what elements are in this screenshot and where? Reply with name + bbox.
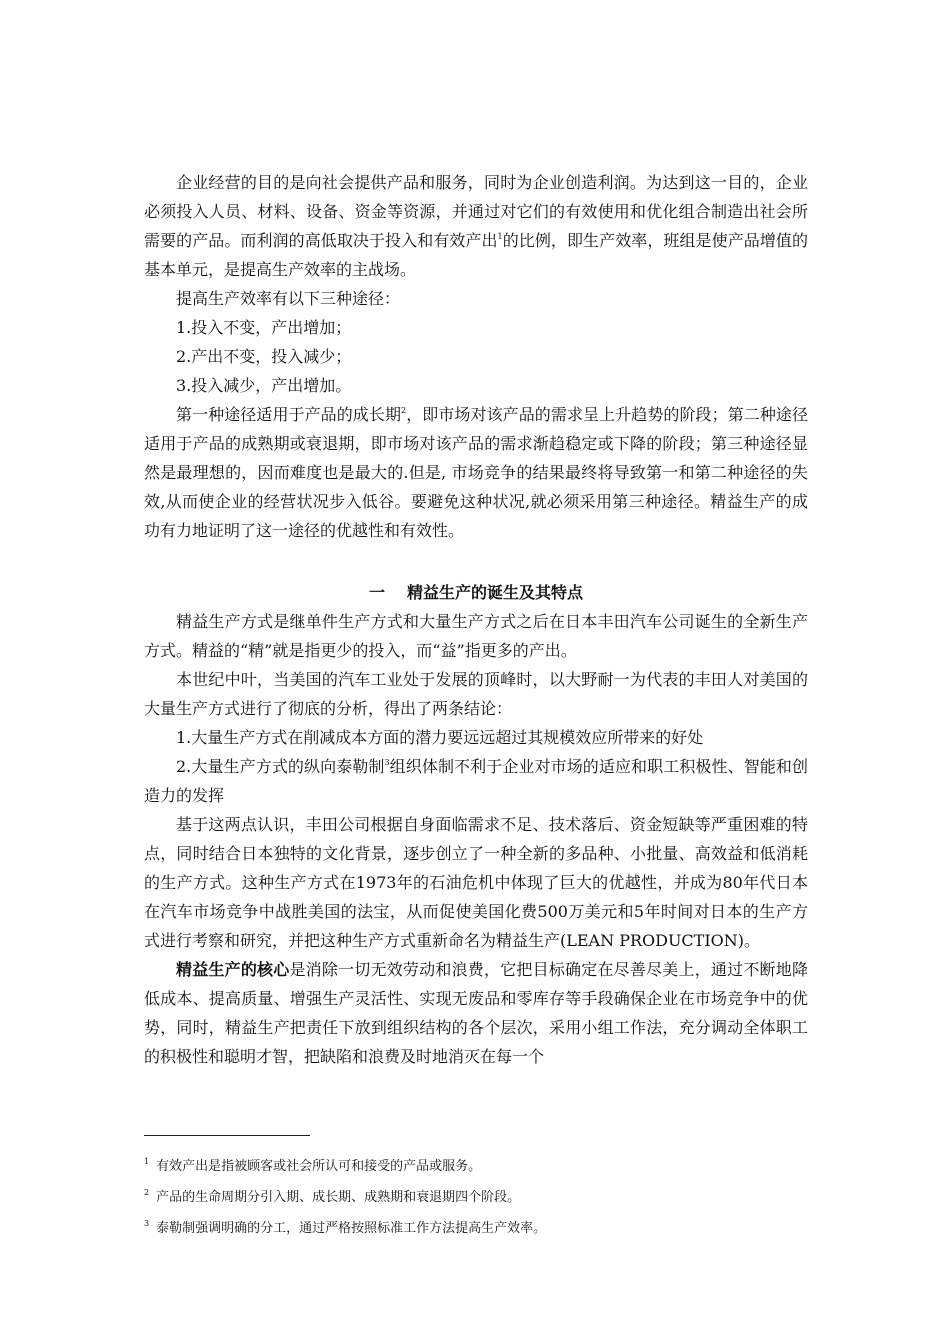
- list-item-conclusion-1: 1.大量生产方式在削减成本方面的潜力要远远超过其规模效应所带来的好处: [176, 728, 704, 747]
- paragraph-core: 精益生产的核心是消除一切无效劳动和浪费，它把目标确定在尽善尽美上，通过不断地降低成本、提高质量、增强生产灵活性、实现无废品和零库存等手段确保企业在市场竞争中的优势，同时，精益生产把责任下放到组织结构的各个层次，采用小组工作法，充分调动全体职工的积极性和聪明才智，把缺陷和浪费及时地消灭在每一个: [144, 960, 808, 1066]
- paragraph-ways-explained: 第一种途径适用于产品的成长期$^2$，即市场对该产品的需求呈上升趋势的阶段；第二种途径适用于产品的成熟期或衰退期，即市场对该产品的需求渐趋稳定或下降的阶段；第三种途径显然是最理想的，因而难度也是最大的.但是, 市场竞争的结果最终将导致第一和第二种途径的失效,从而使企业的经营状况步入低谷。要避免这种状况,就必须采用第三种途径。精益生产的成功有力地证明了这一途径的优越性和有效性。: [144, 405, 808, 540]
- paragraph-history: 本世纪中叶，当美国的汽车工业处于发展的顶峰时，以大野耐一为代表的丰田人对美国的大量生产方式进行了彻底的分析，得出了两条结论：: [144, 670, 808, 718]
- footnote-1: $^1$ 有效产出是指被顾客或社会所认可和接受的产品或服务。: [144, 1157, 482, 1174]
- core-term: 精益生产的核心: [176, 960, 290, 979]
- list-item-way-3: 3.投入减少，产出增加。: [176, 376, 352, 395]
- list-item-conclusion-2: 2.大量生产方式的纵向泰勒制$^3$组织体制不利于企业对市场的适应和职工积极性、智能和创造力的发挥: [144, 757, 808, 805]
- footnote-ref-2: 2: [401, 406, 407, 415]
- paragraph-lean-definition: 精益生产方式是继单件生产方式和大量生产方式之后在日本丰田汽车公司诞生的全新生产方式。精益的“精”就是指更少的投入，而“益”指更多的产出。: [144, 612, 808, 660]
- section-title: 精益生产的诞生及其特点: [406, 583, 583, 602]
- paragraph-intro: 企业经营的目的是向社会提供产品和服务，同时为企业创造利润。为达到这一目的，企业必须投入人员、材料、设备、资金等资源，并通过对它们的有效使用和优化组合制造出社会所需要的产品。而利润的高低取决于投入和有效产出$^1$的比例，即生产效率，班组是使产品增值的基本单元，是提高生产效率的主战场。: [144, 173, 808, 279]
- footnote-ref-3: 3: [384, 758, 390, 767]
- footnote-2: $^2$ 产品的生命周期分引入期、成长期、成熟期和衰退期四个阶段。: [144, 1188, 521, 1205]
- paragraph-toyota: 基于这两点认识，丰田公司根据自身面临需求不足、技术落后、资金短缺等严重困难的特点，同时结合日本独特的文化背景，逐步创立了一种全新的多品种、小批量、高效益和低消耗的生产方式。这种生产方式在1973年的石油危机中体现了巨大的优越性，并成为80年代日本在汽车市场竞争中战胜美国的法宝，从而促使美国化费500万美元和5年时间对日本的生产方式进行考察和研究，并把这种生产方式重新命名为精益生产(LEAN PRODUCTION)。: [144, 815, 808, 950]
- list-item-way-2: 2.产出不变，投入减少；: [176, 347, 352, 366]
- footnotes: [144, 1151, 808, 1244]
- footnote-divider: [144, 1135, 310, 1136]
- footnote-ref-1: 1: [497, 232, 503, 241]
- document-body: [144, 168, 808, 1071]
- paragraph-ways-intro: 提高生产效率有以下三种途径：: [176, 289, 401, 308]
- section-heading: [144, 578, 808, 607]
- section-number: 一: [368, 583, 385, 602]
- list-item-way-1: 1.投入不变，产出增加；: [176, 318, 352, 337]
- footnote-3: $^3$ 泰勒制强调明确的分工，通过严格按照标准工作方法提高生产效率。: [144, 1219, 547, 1236]
